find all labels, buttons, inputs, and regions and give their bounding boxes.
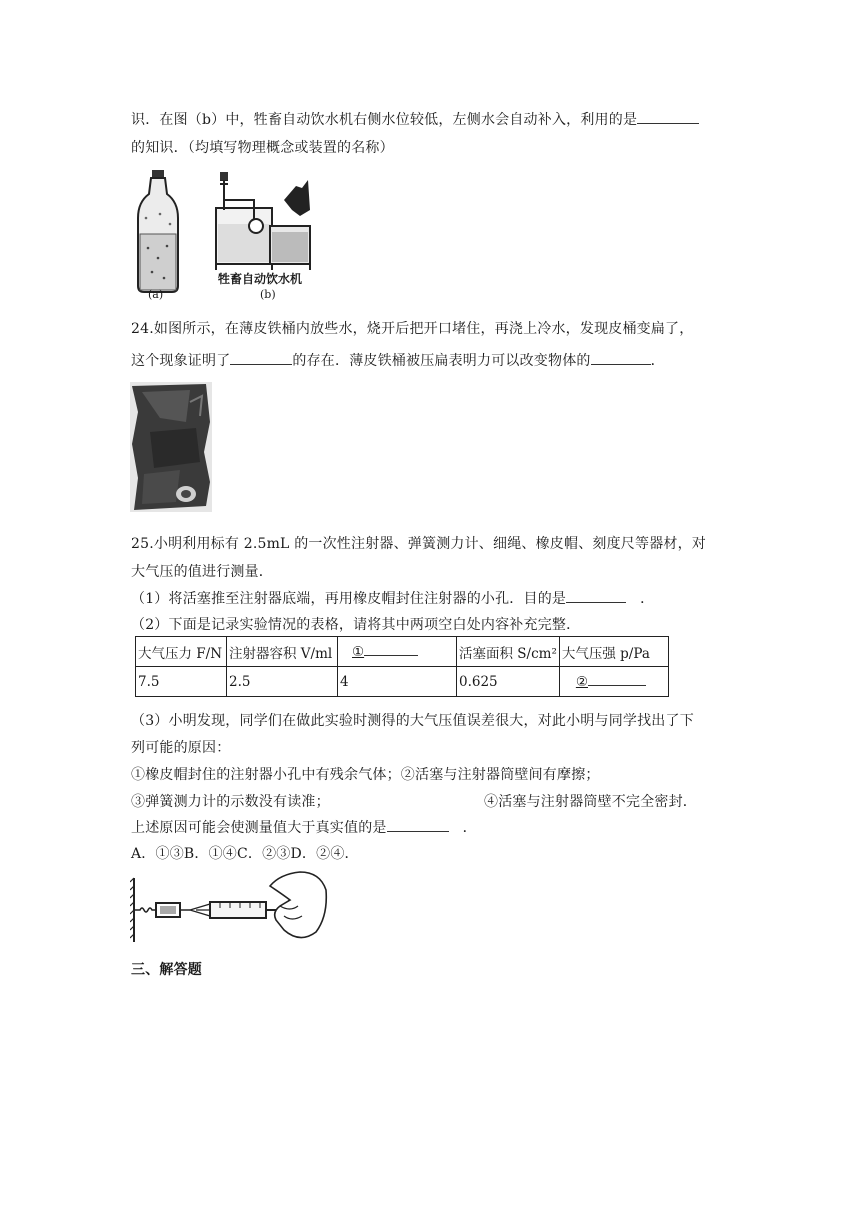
experiment-table — [135, 636, 669, 697]
q23-line-1: 识．在图（b）中，牲畜自动饮水机右侧水位较低，左侧水会自动补入，利用的是 — [131, 109, 699, 129]
water-dispenser-icon — [216, 172, 310, 270]
crushed-can-icon — [130, 382, 212, 512]
q24-blank-1[interactable] — [230, 350, 292, 365]
table-row — [136, 667, 669, 697]
q25-line-2: 大气压的值进行测量． — [131, 564, 273, 580]
table-cell: 7.5 — [136, 667, 227, 697]
q25-reasons-line-1: ①橡皮帽封住的注射器小孔中有残余气体；②活塞与注射器筒壁间有摩擦； — [131, 767, 600, 783]
table-cell: 0.625 — [457, 667, 560, 697]
q25-blank-2[interactable] — [387, 817, 449, 832]
q23-line-2: 的知识．（均填写物理概念或装置的名称） — [131, 140, 394, 156]
q25-part1: （1）将活塞推至注射器底端，再用橡皮帽封住注射器的小孔．目的是 ． — [131, 588, 654, 608]
table-header-cell: 活塞面积 S/cm² — [457, 637, 560, 667]
q25-options: A．①③B．①④C．②③D．②④． — [131, 846, 359, 862]
syringe-apparatus-icon — [130, 872, 326, 942]
figure-b-label: 牲畜自动饮水机 — [218, 272, 303, 286]
q25-blank-1[interactable] — [566, 588, 626, 603]
q25-question: 上述原因可能会使测量值大于真实值的是 ． — [131, 817, 477, 837]
table-cell: 2.5 — [227, 667, 338, 697]
q25-reason-4: ④活塞与注射器筒壁不完全密封． — [484, 794, 697, 810]
table-header-row — [136, 637, 669, 667]
q24-line-1: 24.如图所示，在薄皮铁桶内放些水，烧开后把开口堵住，再浇上冷水，发现皮桶变扁了， — [131, 321, 694, 337]
q24-blank-2[interactable] — [591, 350, 651, 365]
section-3-title: 三、解答题 — [131, 962, 202, 978]
figure-b-caption: (b) — [260, 288, 276, 301]
figure-a-caption: (a) — [148, 288, 164, 301]
q25-part3-line-2: 列可能的原因： — [131, 740, 231, 756]
q25-reason-3: ③弹簧测力计的示数没有读准； — [131, 794, 330, 810]
table-cell: 4 — [338, 667, 457, 697]
table-header-blank-1[interactable]: ① — [338, 637, 457, 667]
table-header-cell: 大气压强 p/Pa — [559, 637, 668, 667]
q25-part3-line-1: （3）小明发现，同学们在做此实验时测得的大气压值误差很大，对此小明与同学找出了下 — [131, 713, 694, 729]
table-header-cell: 注射器容积 V/ml — [227, 637, 338, 667]
q24-line-2: 这个现象证明了 的存在．薄皮铁桶被压扁表明力可以改变物体的 ． — [131, 350, 665, 370]
q25-part2: （2）下面是记录实验情况的表格，请将其中两项空白处内容补充完整． — [131, 617, 581, 633]
bottle-icon — [138, 170, 178, 292]
figure-crushed-can — [130, 382, 212, 512]
q23-blank-2[interactable] — [637, 109, 699, 124]
q25-line-1: 25.小明利用标有 2.5mL 的一次性注射器、弹簧测力计、细绳、橡皮帽、刻度尺等器材，对 — [131, 536, 706, 552]
table-cell-blank-2[interactable]: ② — [559, 667, 668, 697]
figure-bottle — [134, 168, 184, 304]
table-header-cell: 大气压力 F/N — [136, 637, 227, 667]
figure-water-dispenser — [214, 170, 314, 280]
figure-syringe-apparatus — [130, 866, 330, 946]
